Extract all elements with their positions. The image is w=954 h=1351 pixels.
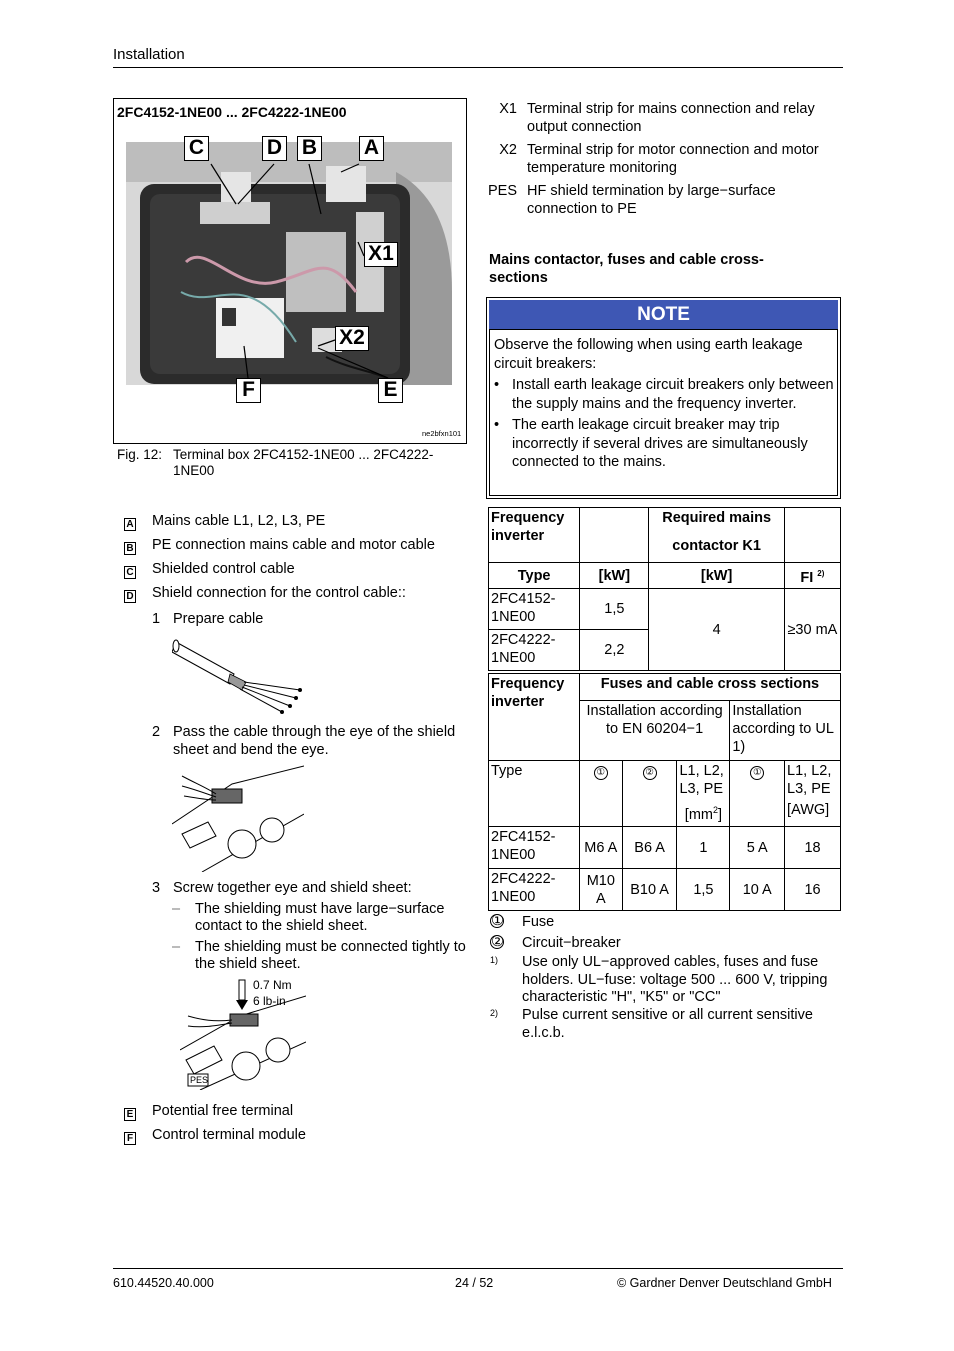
footer-doc-number: 610.44520.40.000 — [113, 1276, 214, 1290]
cell-kw: 2,2 — [580, 630, 649, 671]
th-breaker-symbol — [622, 761, 677, 827]
terminal-text: Terminal strip for mains connection and relay output connection — [527, 101, 815, 135]
th-type: Type — [489, 761, 580, 827]
th-fuses-cable: Fuses and cable cross sections — [579, 674, 840, 701]
legend-item-e — [124, 1103, 294, 1121]
fuses-table — [488, 673, 841, 911]
empty-cell — [580, 508, 649, 563]
th-lines-mm2 — [677, 761, 730, 827]
cell-type: 2FC4152-1NE00 — [489, 589, 580, 630]
figure-caption — [117, 447, 462, 478]
footer-page-number: 24 / 52 — [455, 1276, 494, 1290]
th-required-mains-line1: Required mains — [662, 510, 772, 526]
figure-image-id: ne2bfxn101 — [422, 429, 462, 438]
callout-c: C — [184, 136, 209, 161]
step-number: 1 — [152, 611, 161, 627]
callout-b: B — [297, 136, 322, 161]
cell-awg: 16 — [785, 869, 841, 911]
legend-text-b: PE connection mains cable and motor cable — [152, 537, 435, 553]
th-fi-label: FI — [800, 569, 814, 586]
legend-item-d — [124, 585, 406, 603]
breaker-symbol-icon: ② — [491, 934, 504, 950]
legend-text-d: Shield connection for the control cable:: — [152, 585, 406, 601]
th-contactor-k1: contactor K1 — [672, 538, 761, 554]
prepare-cable-drawing — [172, 632, 307, 720]
legend-item-c — [124, 561, 295, 579]
shield-sheet-drawing — [172, 764, 304, 872]
legend-item-f — [124, 1127, 306, 1145]
table-note-key: 1) — [490, 955, 499, 965]
torque-nm-label: 0.7 Nm — [253, 978, 292, 992]
cell-kw: 1,5 — [580, 589, 649, 630]
legend-key-c: C — [124, 566, 136, 579]
cell-type: 2FC4222-1NE00 — [489, 869, 580, 911]
table-note-text: Circuit−breaker — [522, 935, 621, 951]
note-bullet: • Install earth leakage circuit breakers only between the supply mains and the frequency inverter. — [494, 376, 834, 413]
table-note-key: 2) — [490, 1008, 499, 1018]
th-frequency-inverter: Frequency inverter — [489, 508, 580, 563]
callout-x1: X1 — [364, 242, 398, 267]
cell-awg: 18 — [785, 827, 841, 869]
pes-label: PES — [190, 1075, 209, 1085]
step-number: 2 — [152, 724, 161, 740]
legend-key-b: B — [124, 542, 136, 555]
legend-key-f: F — [124, 1132, 136, 1145]
callout-a: A — [359, 136, 384, 161]
th-ul-fuse-symbol — [730, 761, 785, 827]
cell-fuse: M6 A — [579, 827, 622, 869]
step-text: Prepare cable — [173, 611, 264, 627]
table-note-text: Pulse current sensitive or all current sensitive e.l.c.b. — [522, 1007, 813, 1041]
dash-mark: – — [172, 901, 181, 917]
legend-key-a: A — [124, 518, 136, 531]
note-title: NOTE — [489, 300, 838, 330]
note-bullet: • The earth leakage circuit breaker may trip incorrectly if several drives are simultaneously connected to the mains. — [494, 416, 834, 472]
th-fi-note: 2) — [817, 568, 825, 578]
terminal-text: Terminal strip for motor connection and motor temperature monitoring — [527, 142, 819, 176]
th-lines-awg — [785, 761, 841, 827]
th-kw: [kW] — [649, 563, 784, 589]
step-text: Screw together eye and shield sheet: — [173, 880, 412, 896]
th-mm2 — [679, 801, 727, 824]
figure-caption-label: Fig. 12: — [117, 447, 163, 462]
legend-item-a — [124, 513, 326, 531]
th-lines: L1, L2, L3, PE — [679, 763, 724, 797]
cell-breaker: B10 A — [622, 869, 677, 911]
subheading: Mains contactor, fuses and cable cross-sections — [489, 252, 764, 286]
step-number: 3 — [152, 880, 161, 896]
th-required-mains — [649, 508, 784, 563]
terminal-key: X2 — [499, 142, 517, 158]
legend-item-b — [124, 537, 435, 555]
terminal-key: X1 — [499, 101, 517, 117]
th-mm2-sup: 2 — [712, 805, 718, 815]
figure-caption-text: Terminal box 2FC4152-1NE00 ... 2FC4222-1NE00 — [173, 447, 434, 478]
th-mm2-unit: [mm — [684, 806, 713, 823]
fuse-symbol-icon: ① — [750, 766, 764, 780]
terminal-key: PES — [487, 183, 517, 199]
breaker-symbol-icon: ② — [643, 766, 657, 780]
cell-ul-fuse: 10 A — [730, 869, 785, 911]
cell-mm2: 1 — [677, 827, 730, 869]
legend-text-e: Potential free terminal — [152, 1103, 294, 1119]
cell-fi: ≥30 mA — [784, 589, 840, 671]
header-rule — [113, 67, 843, 68]
footer-copyright: © Gardner Denver Deutschland GmbH — [617, 1276, 832, 1290]
callout-leader-lines — [126, 142, 452, 392]
step-text: Pass the cable through the eye of the shield sheet and bend the eye. — [173, 724, 456, 758]
cell-k1: 4 — [649, 589, 784, 671]
legend-key-d: D — [124, 590, 136, 603]
th-install-ul: Installation according to UL 1) — [730, 701, 841, 761]
callout-d: D — [262, 136, 287, 161]
terminal-text: HF shield termination by large−surface connection to PE — [527, 183, 776, 217]
th-install-en60204: Installation according to EN 60204−1 — [579, 701, 730, 761]
screw-shield-drawing — [180, 976, 306, 1090]
callout-x2: X2 — [335, 326, 369, 351]
dash-mark: – — [172, 939, 181, 955]
th-mm2-end: ] — [718, 806, 723, 823]
th-fuse-symbol — [579, 761, 622, 827]
th-fi — [784, 563, 840, 589]
cell-type: 2FC4152-1NE00 — [489, 827, 580, 869]
callout-f: F — [236, 378, 261, 403]
section-header: Installation — [113, 46, 185, 63]
contactor-table — [488, 507, 841, 671]
figure-title: 2FC4152-1NE00 ... 2FC4222-1NE00 — [117, 104, 347, 120]
th-awg: [AWG] — [787, 802, 830, 818]
cell-mm2: 1,5 — [677, 869, 730, 911]
empty-cell — [784, 508, 840, 563]
cell-breaker: B6 A — [622, 827, 677, 869]
th-frequency-inverter: Frequency inverter — [489, 674, 580, 761]
cell-type: 2FC4222-1NE00 — [489, 630, 580, 671]
fuse-symbol-icon: ① — [491, 913, 504, 929]
callout-e: E — [378, 378, 403, 403]
table-note-text: Use only UL−approved cables, fuses and fuse holders. UL−fuse: voltage 500 ... 600 V, tripping characteristic "H", "K5" or "CC" — [522, 954, 828, 1005]
note-intro: Observe the following when using earth leakage circuit breakers: — [494, 337, 803, 372]
note-body — [494, 336, 834, 472]
cell-fuse: M10 A — [579, 869, 622, 911]
fuse-symbol-icon: ① — [594, 766, 608, 780]
th-kw: [kW] — [580, 563, 649, 589]
legend-text-f: Control terminal module — [152, 1127, 306, 1143]
th-type: Type — [489, 563, 580, 589]
legend-text-a: Mains cable L1, L2, L3, PE — [152, 513, 326, 529]
th-lines: L1, L2, L3, PE — [787, 763, 832, 797]
dash-text: The shielding must have large−surface contact to the shield sheet. — [195, 901, 445, 934]
dash-text: The shielding must be connected tightly to the shield sheet. — [195, 939, 466, 972]
legend-text-c: Shielded control cable — [152, 561, 295, 577]
torque-lbin-label: 6 lb-in — [253, 994, 286, 1008]
cell-ul-fuse: 5 A — [730, 827, 785, 869]
table-note-text: Fuse — [522, 914, 555, 930]
legend-key-e: E — [124, 1108, 136, 1121]
footer-rule — [113, 1268, 843, 1269]
